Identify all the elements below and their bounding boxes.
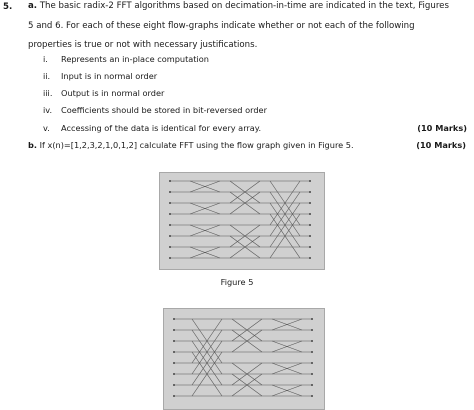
part-b-label: b. bbox=[28, 140, 37, 150]
property-item-2 bbox=[33, 68, 467, 84]
figure-6-flowgraph bbox=[163, 308, 325, 410]
property-text: Coefficients should be stored in bit-reversed order bbox=[61, 105, 267, 115]
flow-graph-diagram bbox=[164, 309, 324, 409]
property-text: Output is in normal order bbox=[61, 88, 165, 98]
part-b-question: If x(n)=[1,2,3,2,1,0,1,2] calculate FFT using the flow graph given in Figure 5. bbox=[39, 140, 354, 150]
property-numeral: iv. bbox=[43, 105, 53, 115]
part-a-line-3: properties is true or not with necessary justifications. bbox=[28, 40, 258, 50]
figure-5-flowgraph bbox=[159, 172, 325, 270]
part-b-text bbox=[28, 137, 466, 153]
property-text: Input is in normal order bbox=[61, 71, 158, 81]
question-number: 5. bbox=[3, 2, 13, 12]
property-text: Represents an in-place computation bbox=[61, 54, 209, 64]
part-a-label: a. bbox=[28, 1, 38, 11]
part-a-text bbox=[28, 0, 466, 56]
part-a-marks: (10 Marks) bbox=[417, 123, 467, 133]
property-item-3 bbox=[33, 85, 467, 101]
flow-graph-diagram bbox=[160, 173, 324, 269]
property-numeral: i. bbox=[43, 54, 48, 64]
property-text: Accessing of the data is identical for every array. bbox=[61, 123, 262, 133]
property-item-5 bbox=[33, 120, 467, 136]
part-b-marks: (10 Marks) bbox=[416, 140, 466, 150]
part-a-line-2: 5 and 6. For each of these eight flow-graphs indicate whether or not each of the following bbox=[28, 20, 415, 31]
property-numeral: ii. bbox=[43, 71, 51, 81]
part-a-line-1: The basic radix-2 FFT algorithms based on decimation-in-time are indicated in the text, Figures bbox=[39, 1, 449, 11]
property-item-4 bbox=[33, 102, 467, 118]
property-item-1 bbox=[33, 51, 467, 67]
property-numeral: iii. bbox=[43, 88, 53, 98]
figure-5-caption: Figure 5 bbox=[220, 277, 254, 287]
property-numeral: v. bbox=[43, 123, 50, 133]
